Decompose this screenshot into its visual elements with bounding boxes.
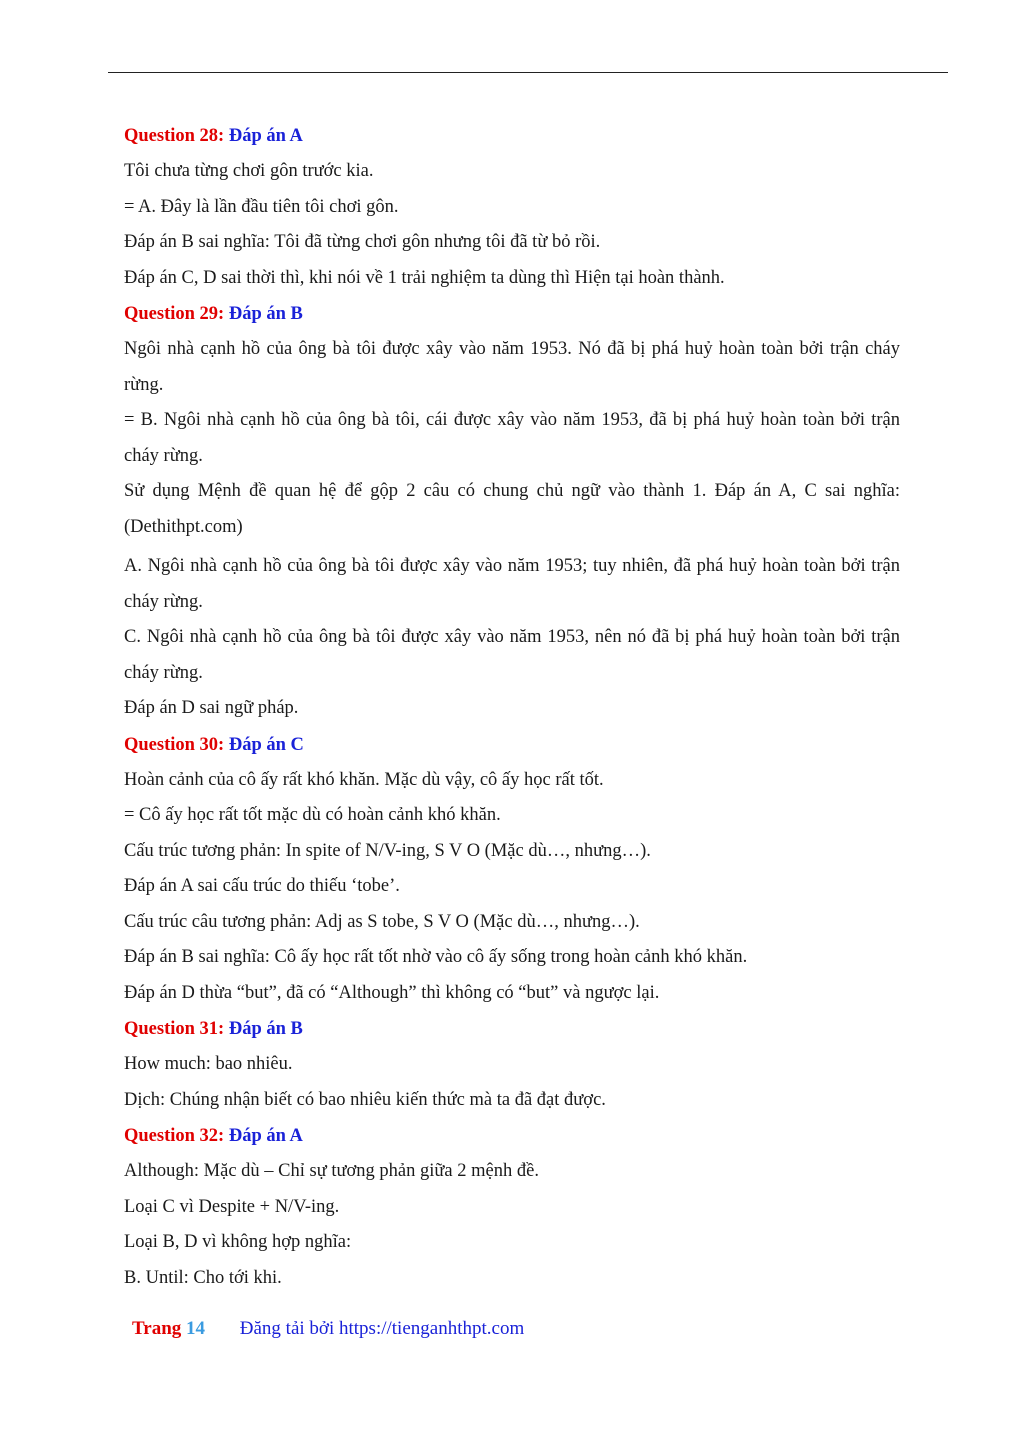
explanation-line: Đáp án C, D sai thời thì, khi nói về 1 trải nghiệm ta dùng thì Hiện tại hoàn thành. xyxy=(124,267,725,288)
explanation-paragraph: Sử dụng Mệnh đề quan hệ để gộp 2 câu có chung chủ ngữ vào thành 1. Đáp án A, C sai nghĩa: (Dethithpt.com) xyxy=(124,481,900,537)
explanation-line: How much: bao nhiêu. xyxy=(124,1054,293,1074)
explanation-line: = Cô ấy học rất tốt mặc dù có hoàn cảnh khó khăn. xyxy=(124,805,501,825)
question-answer: Đáp án C xyxy=(228,734,304,755)
footer-credit-link[interactable]: Đăng tải bởi https://tienganhthpt.com xyxy=(239,1318,525,1339)
explanation-line: Tôi chưa từng chơi gôn trước kia. xyxy=(124,161,374,181)
explanation-line: Loại C vì Despite + N/V-ing. xyxy=(124,1196,340,1217)
question-heading xyxy=(124,727,900,763)
explanation-paragraph: = B. Ngôi nhà cạnh hồ của ông bà tôi, cái được xây vào năm 1953, đã bị phá huỷ hoàn toàn bởi trận cháy rừng. xyxy=(124,410,900,466)
explanation-line: Although: Mặc dù – Chỉ sự tương phản giữa 2 mệnh đề. xyxy=(124,1161,539,1181)
question-heading xyxy=(124,1011,900,1047)
explanation-line: Đáp án D thừa “but”, đã có “Although” thì không có “but” và ngược lại. xyxy=(124,982,660,1003)
explanation-line: Đáp án D sai ngữ pháp. xyxy=(124,698,299,718)
explanation-line: Loại B, D vì không hợp nghĩa: xyxy=(124,1232,352,1252)
explanation-line: Cấu trúc câu tương phản: Adj as S tobe, S V O (Mặc dù…, nhưng…). xyxy=(124,911,640,932)
explanation-line: = A. Đây là lần đầu tiên tôi chơi gôn. xyxy=(124,196,399,217)
question-heading xyxy=(124,1118,900,1154)
explanation-line: Dịch: Chúng nhận biết có bao nhiêu kiến thức mà ta đã đạt được. xyxy=(124,1089,606,1110)
explanation-line: Cấu trúc tương phản: In spite of N/V-ing, S V O (Mặc dù…, nhưng…). xyxy=(124,840,651,861)
question-number: Question 29: xyxy=(124,304,225,324)
page-footer xyxy=(132,1314,524,1344)
question-heading xyxy=(124,296,900,332)
question-answer: Đáp án B xyxy=(228,304,303,324)
explanation-paragraph: C. Ngôi nhà cạnh hồ của ông bà tôi được xây vào năm 1953, nên nó đã bị phá huỷ hoàn toàn bởi trận cháy rừng. xyxy=(124,627,900,683)
explanation-line: Đáp án B sai nghĩa: Cô ấy học rất tốt nhờ vào cô ấy sống trong hoàn cảnh khó khăn. xyxy=(124,947,748,967)
question-answer: Đáp án A xyxy=(228,126,303,146)
explanation-paragraph: A. Ngôi nhà cạnh hồ của ông bà tôi được xây vào năm 1953; tuy nhiên, đã phá huỷ hoàn toàn bởi trận cháy rừng. xyxy=(124,556,900,612)
question-answer: Đáp án B xyxy=(228,1019,303,1039)
answer-key-content xyxy=(124,118,900,1296)
question-answer: Đáp án A xyxy=(228,1126,303,1146)
explanation-line: Hoàn cảnh của cô ấy rất khó khăn. Mặc dù vậy, cô ấy học rất tốt. xyxy=(124,769,604,790)
question-number: Question 31: xyxy=(124,1019,225,1039)
question-number: Question 28: xyxy=(124,126,225,146)
explanation-line: Đáp án B sai nghĩa: Tôi đã từng chơi gôn nhưng tôi đã từ bỏ rồi. xyxy=(124,232,601,252)
question-number: Question 30: xyxy=(124,734,225,755)
page-label: Trang xyxy=(132,1318,182,1339)
question-number: Question 32: xyxy=(124,1126,225,1146)
header-rule xyxy=(108,72,948,73)
page-number: 14 xyxy=(186,1318,206,1339)
explanation-line: Đáp án A sai cấu trúc do thiếu ‘tobe’. xyxy=(124,876,400,896)
question-heading xyxy=(124,118,900,154)
explanation-paragraph: Ngôi nhà cạnh hồ của ông bà tôi được xây vào năm 1953. Nó đã bị phá huỷ hoàn toàn bởi trận cháy rừng. xyxy=(124,339,900,395)
explanation-line: B. Until: Cho tới khi. xyxy=(124,1267,282,1288)
